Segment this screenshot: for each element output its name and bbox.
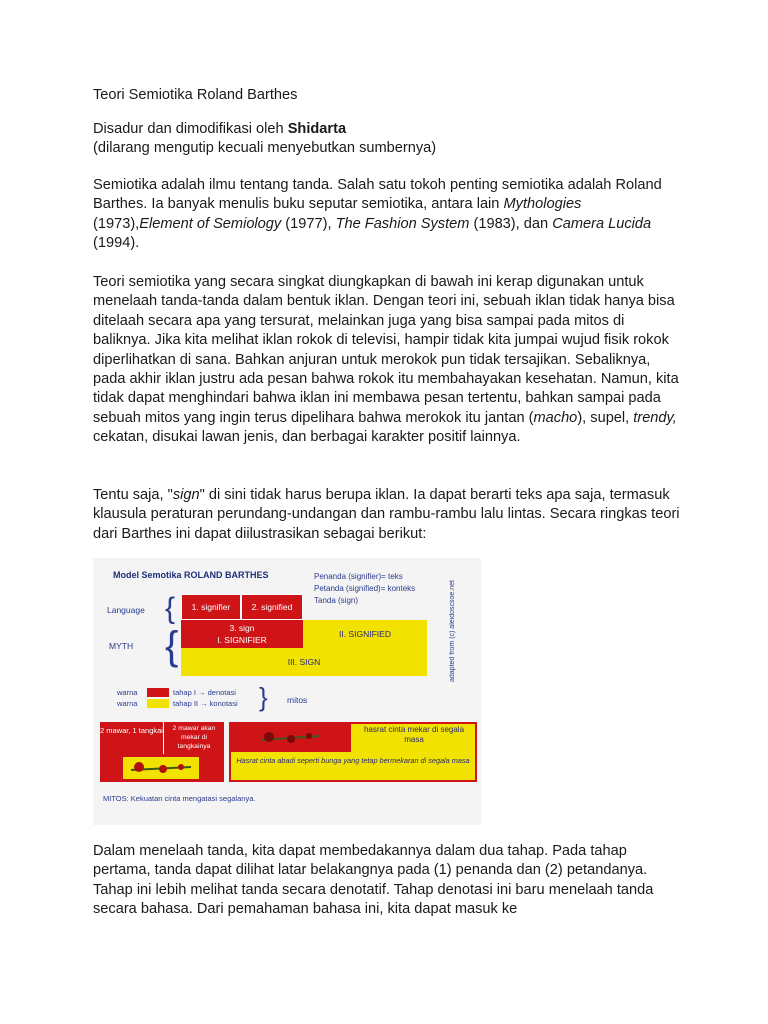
mitos-label: mitos	[287, 695, 308, 705]
paragraph-2: Teori semiotika yang secara singkat diungkapkan di bawah ini kerap digunakan untuk menelaah tanda-tanda dalam bentuk iklan. Dengan teori ini, sebuah iklan tidak hanya bisa ditelaah secara apa yang tersurat, melainkan juga yang bisa sampai pada mitos di baliknya. Jika kita melihat iklan rokok di televisi, hampir tidak kita jumpai wujud fisik rokok diperlihatkan di sana. Bahkan anjuran untuk merokok pun tidak tersajikan. Sebaliknya, pada akhir iklan justru ada pesan bahwa rokok itu membahayakan kesehatan. Namun, kita tidak dapat menghindari bahwa iklan ini membawa pesan tertentu, bahkan sampai pada sebuah mitos yang ingin terus dipelihara bahwa merokok itu jantan (macho), supel, trendy, cekatan, disukai lawan jenis, dan berbagai karakter positif lainnya.	[93, 274, 679, 446]
paragraph-3: Tentu saja, "sign" di sini tidak harus berupa iklan. Ia dapat berarti teks apa saja, termasuk klausula peraturan perundang-undangan dan rambu-rambu lalu lintas. Secara ringkas teori dari Barthes ini dapat diilustrasikan sebagai berikut:	[93, 487, 680, 542]
barthes-diagram: Model Semotika ROLAND BARTHES Penanda (signifier)= teks Petanda (signified)= konteks Tanda (sign) adapted from (c) aleidoscsoe.net Language MYTH { { 1. signifier 2. signified 3. sign I. SIGNIFIER II. SIGNIFIED III. SIGN warna warna tahap I → denotasi tahap II → konotasi } mitos 2 mawar, 1 tangkai 2 mawar akan mekar di tangkainya hasrat cinta mekar di segala masa Hasrat cinta abadi seperti bunga yang tetap bermekaran di segala masa MITOS: Kekuatan cinta mengatasi segalanya.	[93, 558, 481, 825]
myth-label: MYTH	[109, 641, 134, 651]
diagram-credit: adapted from (c) aleidoscsoe.net	[449, 580, 456, 682]
signified-box: 2. signified	[241, 594, 303, 620]
book-title: Element of Semiology	[139, 215, 282, 232]
diagram-title: Model Semotika ROLAND BARTHES	[113, 570, 269, 580]
diagram-caption: MITOS: Kekuatan cinta mengatasi segalanya.	[103, 794, 256, 803]
brace-icon: {	[165, 592, 176, 625]
example-myth-text: Hasrat cinta abadi seperti bunga yang tetap bermekaran di segala masa	[236, 756, 470, 765]
author-name: Shidarta	[287, 121, 347, 137]
legend-konotasi: tahap II → konotasi	[173, 699, 238, 708]
signifier-box: 1. signifier	[181, 594, 241, 620]
example-signifier: 2 mawar, 1 tangkai	[100, 722, 164, 754]
rose-icon	[255, 727, 325, 749]
signified-II-box: II. SIGNIFIED	[303, 620, 427, 648]
byline-prefix: Disadur dan dimodifikasi oleh	[93, 121, 288, 137]
book-title: Mythologies	[503, 196, 582, 213]
diagram-note: Penanda (signifier)= teks	[314, 572, 403, 581]
yellow-swatch	[147, 699, 169, 708]
diagram-note: Tanda (sign)	[314, 596, 359, 605]
diagram-note: Petanda (signified)= konteks	[314, 584, 416, 593]
sign-III-box: III. SIGN	[181, 648, 427, 676]
book-title: Camera Lucida	[552, 215, 652, 232]
red-swatch	[147, 688, 169, 697]
rose-icon	[123, 757, 199, 779]
sign-box: 3. sign I. SIGNIFIER	[181, 620, 303, 648]
legend-denotasi: tahap I → denotasi	[173, 688, 236, 697]
brace-icon: }	[259, 682, 268, 712]
brace-icon: {	[165, 624, 179, 668]
byline	[93, 120, 683, 159]
language-label: Language	[107, 605, 145, 615]
paragraph-4: Dalam menelaah tanda, kita dapat membedakannya dalam dua tahap. Pada tahap pertama, tanda dapat dilihat latar belakangnya pada (1) penanda dan (2) petandanya. Tahap ini lebih melihat tanda secara denotatif. Tahap denotasi ini baru menelaah tanda secara bahasa. Dari pemahaman bahasa ini, kita dapat masuk ke	[93, 843, 654, 918]
example-signified-right: hasrat cinta mekar di segala masa	[363, 725, 465, 744]
book-title: The Fashion System	[335, 215, 470, 232]
example-signified: 2 mawar akan mekar di tangkainya	[164, 722, 224, 754]
copyright-note: (dilarang mengutip kecuali menyebutkan sumbernya)	[93, 140, 437, 157]
paragraph-1: Semiotika adalah ilmu tentang tanda. Salah satu tokoh penting semiotika adalah Roland Barthes. Ia banyak menulis buku seputar semiotika, antara lain Mythologies (1973),Element of Semiology (1977), The Fashion System (1983), dan Camera Lucida (1994).	[93, 177, 662, 252]
document-title: Teori Semiotika Roland Barthes	[93, 87, 298, 103]
